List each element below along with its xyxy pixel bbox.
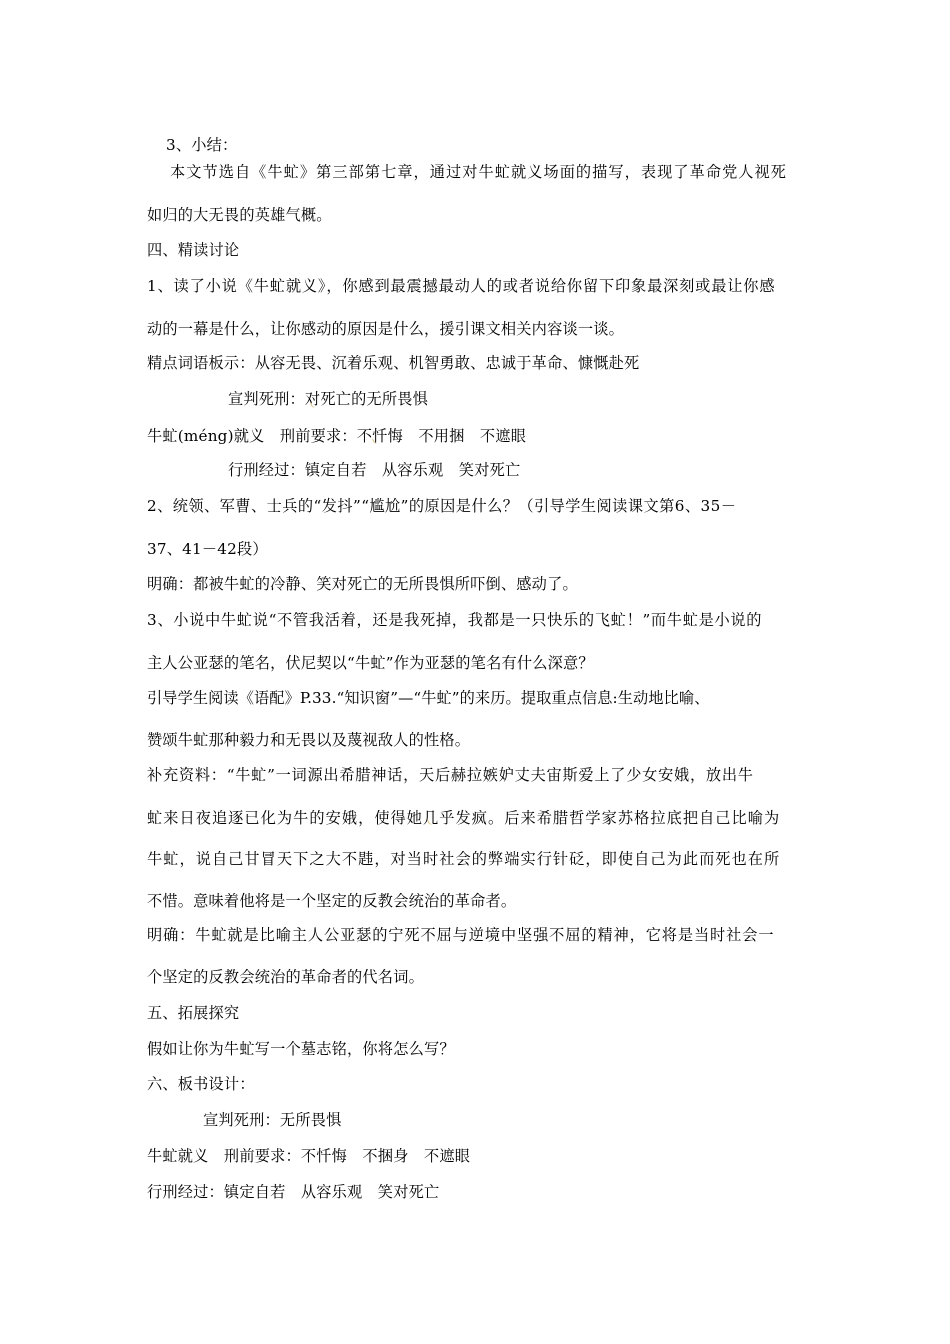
board-line-requests: 牛虻(méng)就义 刑前要求：不忏悔 不用捆 不遮眼	[147, 427, 527, 445]
question-2-line-1: 2、统领、军曹、士兵的“发抖”“尴尬”的原因是什么？（引导学生阅读课文第6、35－	[147, 497, 737, 515]
summary-heading: 3、小结：	[166, 136, 238, 154]
summary-paragraph-line-2: 如归的大无畏的英雄气概。	[147, 206, 332, 224]
section-six-heading: 六、板书设计：	[147, 1075, 255, 1093]
key-words-line: 精点词语板示：从容无畏、沉着乐观、机智勇敢、忠诚于革命、慷慨赴死	[147, 354, 640, 372]
answer-2-line: 明确：都被牛虻的冷静、笑对死亡的无所畏惧所吓倒、感动了。	[147, 575, 578, 593]
question-3-line-2: 主人公亚瑟的笔名，伏尼契以“牛虻”作为亚瑟的笔名有什么深意？	[147, 654, 594, 672]
supplement-line-1: 补充资料：“牛虻”一词源出希腊神话，天后赫拉嫉妒丈夫宙斯爱上了少女安娥，放出牛	[147, 766, 754, 784]
summary-paragraph-line-1: 本文节选自《牛虻》第三部第七章，通过对牛虻就义场面的描写，表现了革命党人视死	[170, 163, 788, 181]
supplement-line-2: 虻来日夜追逐已化为牛的安娥，使得她几乎发疯。后来希腊哲学家苏格拉底把自己比喻为	[147, 809, 781, 827]
board-design-execution: 行刑经过：镇定自若 从容乐观 笑对死亡	[147, 1183, 440, 1201]
supplement-line-3: 牛虻，说自己甘冒天下之大不韪，对当时社会的弊端实行针砭，即使自己为此而死也在所	[147, 850, 781, 868]
answer-3-line-2: 个坚定的反教会统治的革命者的代名词。	[147, 968, 424, 986]
guide-reading-line-1: 引导学生阅读《语配》P.33.“知识窗”—“牛虻”的来历。提取重点信息:生动地比喻、	[147, 689, 710, 707]
board-design-sentence: 宣判死刑：无所畏惧	[203, 1111, 342, 1129]
section-five-heading: 五、拓展探究	[147, 1004, 240, 1022]
board-line-sentence: 宣判死刑：对死亡的无所畏惧	[228, 390, 429, 408]
question-2-line-2: 37、41－42段）	[147, 540, 268, 558]
answer-3-line-1: 明确：牛虻就是比喻主人公亚瑟的宁死不屈与逆境中坚强不屈的精神，它将是当时社会一	[147, 926, 775, 944]
question-1-line-1: 1、读了小说《牛虻就义》，你感到最震撼最动人的或者说给你留下印象最深刻或最让你感	[147, 277, 776, 295]
question-3-line-1: 3、小说中牛虻说“不管我活着，还是我死掉，我都是一只快乐的飞虻！”而牛虻是小说的	[147, 611, 763, 629]
supplement-line-4: 不惜。意味着他将是一个坚定的反教会统治的革命者。	[147, 892, 517, 910]
extension-question: 假如让你为牛虻写一个墓志铭，你将怎么写？	[147, 1040, 455, 1058]
board-line-execution: 行刑经过：镇定自若 从容乐观 笑对死亡	[228, 461, 521, 479]
section-four-heading: 四、精读讨论	[147, 241, 240, 259]
board-design-requests: 牛虻就义 刑前要求：不忏悔 不捆身 不遮眼	[147, 1147, 471, 1165]
question-1-line-2: 动的一幕是什么，让你感动的原因是什么，援引课文相关内容谈一谈。	[147, 320, 625, 338]
guide-reading-line-2: 赞颂牛虻那种毅力和无畏以及蔑视敌人的性格。	[147, 731, 471, 749]
